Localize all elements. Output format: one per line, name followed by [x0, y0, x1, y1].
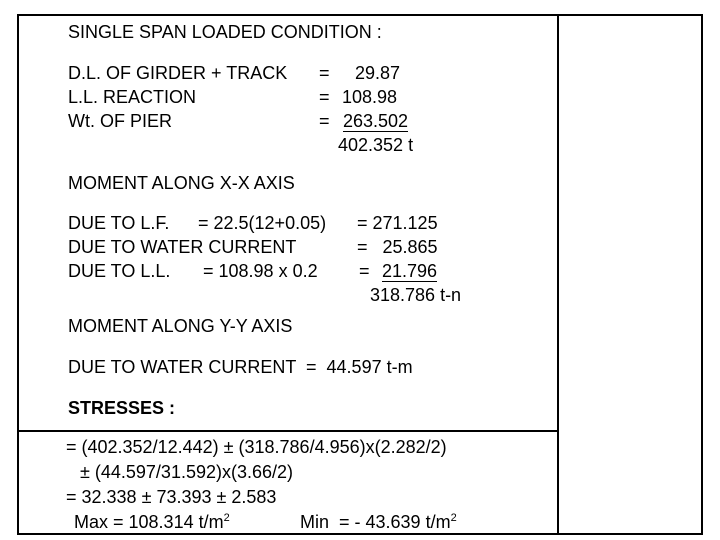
column-divider	[557, 14, 559, 535]
row-divider	[17, 430, 559, 432]
moment-xx-value-water: = 25.865	[357, 237, 438, 257]
moment-xx-label-ll: DUE TO L.L.	[68, 261, 171, 281]
load-eq-pier: =	[319, 111, 330, 131]
load-value-girder: 29.87	[355, 63, 401, 83]
moment-xx-formula-ll: = 108.98 x 0.2	[203, 261, 318, 281]
stress-line-1: = (402.352/12.442) ± (318.786/4.956)x(2.282/2)	[66, 437, 447, 457]
stress-max	[74, 512, 230, 532]
moment-xx-label-water: DUE TO WATER CURRENT	[68, 237, 297, 257]
load-label-ll: L.L. REACTION	[68, 87, 197, 107]
moment-xx-formula-lf: = 22.5(12+0.05)	[198, 213, 327, 233]
moment-xx-eq-ll: =	[359, 261, 370, 281]
load-value-pier: 263.502	[343, 111, 409, 131]
moment-xx-title: MOMENT ALONG X-X AXIS	[68, 173, 295, 193]
stress-max-label: Max = 108.314 t/m	[74, 512, 224, 532]
load-label-girder: D.L. OF GIRDER + TRACK	[68, 63, 288, 83]
stress-max-exponent: 2	[223, 512, 230, 524]
load-eq-ll: =	[319, 87, 330, 107]
load-value-ll: 108.98	[342, 87, 398, 107]
stresses-title: STRESSES :	[68, 398, 176, 418]
moment-xx-label-lf: DUE TO L.F.	[68, 213, 170, 233]
load-label-pier: Wt. OF PIER	[68, 111, 173, 131]
moment-yy-title: MOMENT ALONG Y-Y AXIS	[68, 316, 293, 336]
loads-total: 402.352 t	[338, 135, 414, 155]
stress-min-exponent: 2	[450, 512, 457, 524]
stress-min-label: Min = - 43.639 t/m	[300, 512, 451, 532]
section-heading: SINGLE SPAN LOADED CONDITION :	[68, 22, 382, 42]
load-eq-girder: =	[319, 63, 330, 83]
moment-xx-total: 318.786 t-n	[370, 285, 462, 305]
stress-line-2: ± (44.597/31.592)x(3.66/2)	[80, 462, 294, 482]
moment-xx-value-ll: 21.796	[382, 261, 438, 281]
moment-xx-value-lf: = 271.125	[357, 213, 438, 233]
stress-line-3: = 32.338 ± 73.393 ± 2.583	[66, 487, 277, 507]
stress-min	[300, 512, 457, 532]
moment-yy-row: DUE TO WATER CURRENT = 44.597 t-m	[68, 357, 413, 377]
